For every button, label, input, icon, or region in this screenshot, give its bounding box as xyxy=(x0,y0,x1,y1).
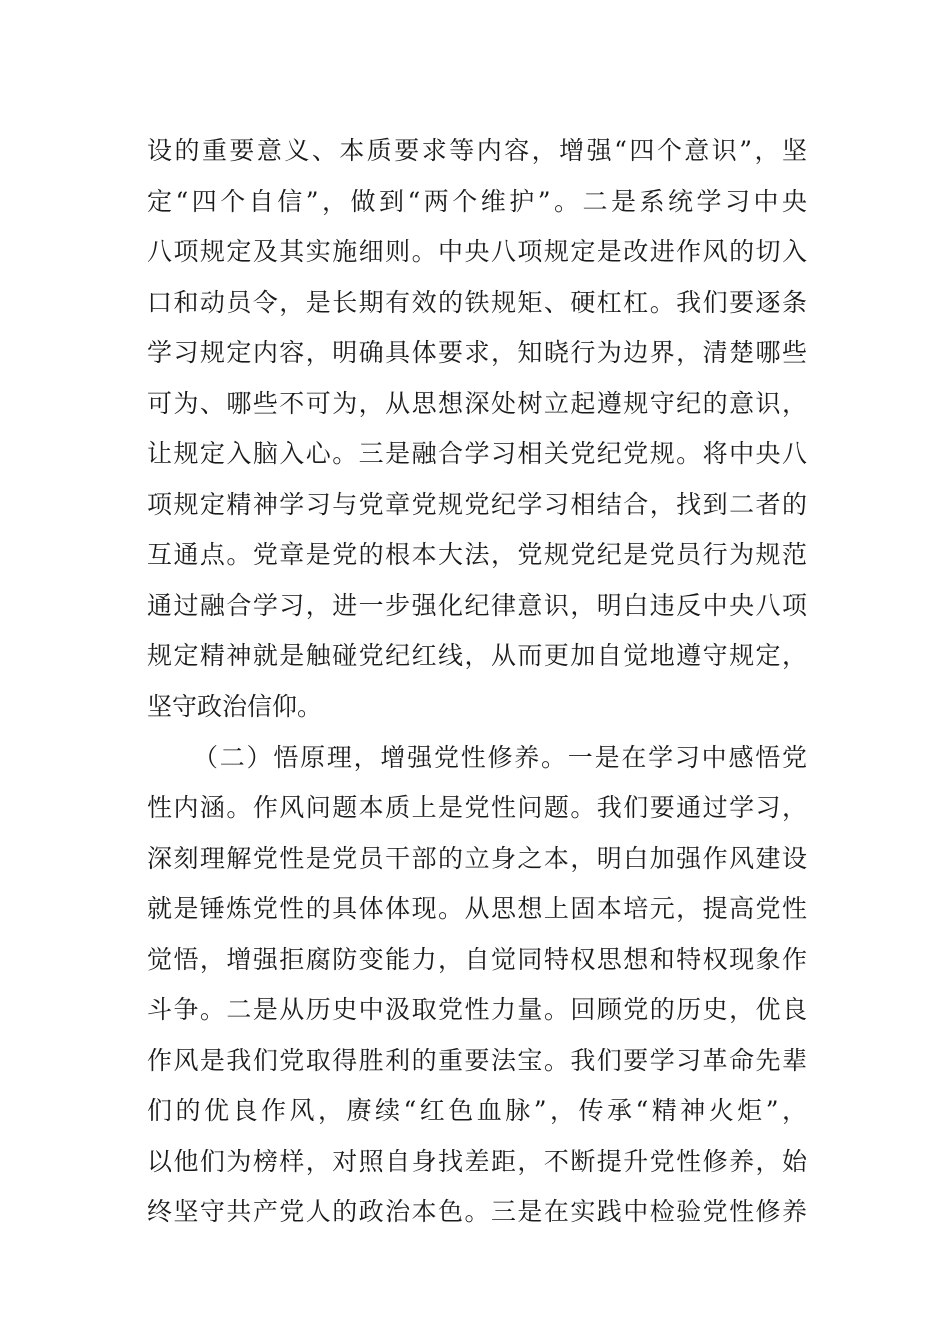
text-line: 定“四个自信”，做到“两个维护”。二是系统学习中央 xyxy=(147,186,807,216)
text-line: 互通点。党章是党的根本大法，党规党纪是党员行为规范 xyxy=(147,540,807,570)
text-line: 就是锤炼党性的具体体现。从思想上固本培元，提高党性 xyxy=(147,894,807,924)
text-line: 坚守政治信仰。 xyxy=(147,692,323,722)
text-line: 项规定精神学习与党章党规党纪学习相结合，找到二者的 xyxy=(147,489,807,519)
text-line: 觉悟，增强拒腐防变能力，自觉同特权思想和特权现象作 xyxy=(147,944,807,974)
text-line: 们的优良作风，赓续“红色血脉”，传承“精神火炬”， xyxy=(147,1096,807,1126)
text-line: 斗争。二是从历史中汲取党性力量。回顾党的历史，优良 xyxy=(147,995,807,1025)
text-line: 学习规定内容，明确具体要求，知晓行为边界，清楚哪些 xyxy=(147,338,807,368)
text-line: 八项规定及其实施细则。中央八项规定是改进作风的切入 xyxy=(147,237,807,267)
text-line: 作风是我们党取得胜利的重要法宝。我们要学习革命先辈 xyxy=(147,1045,807,1075)
body-text xyxy=(147,126,807,1238)
section-heading-line: （二）悟原理，增强党性修养。一是在学习中感悟党 xyxy=(193,742,807,772)
text-line: 深刻理解党性是党员干部的立身之本，明白加强作风建设 xyxy=(147,843,807,873)
text-line: 通过融合学习，进一步强化纪律意识，明白违反中央八项 xyxy=(147,590,807,620)
text-line: 设的重要意义、本质要求等内容，增强“四个意识”，坚 xyxy=(147,136,807,165)
text-line: 终坚守共产党人的政治本色。三是在实践中检验党性修养 xyxy=(147,1197,807,1227)
text-line: 规定精神就是触碰党纪红线，从而更加自觉地遵守规定， xyxy=(147,641,807,671)
text-line: 口和动员令，是长期有效的铁规矩、硬杠杠。我们要逐条 xyxy=(147,287,807,317)
text-line: 让规定入脑入心。三是融合学习相关党纪党规。将中央八 xyxy=(147,439,807,469)
text-line: 性内涵。作风问题本质上是党性问题。我们要通过学习， xyxy=(147,793,807,823)
text-line: 以他们为榜样，对照自身找差距，不断提升党性修养，始 xyxy=(147,1146,807,1176)
text-line: 可为、哪些不可为，从思想深处树立起遵规守纪的意识， xyxy=(147,388,807,418)
